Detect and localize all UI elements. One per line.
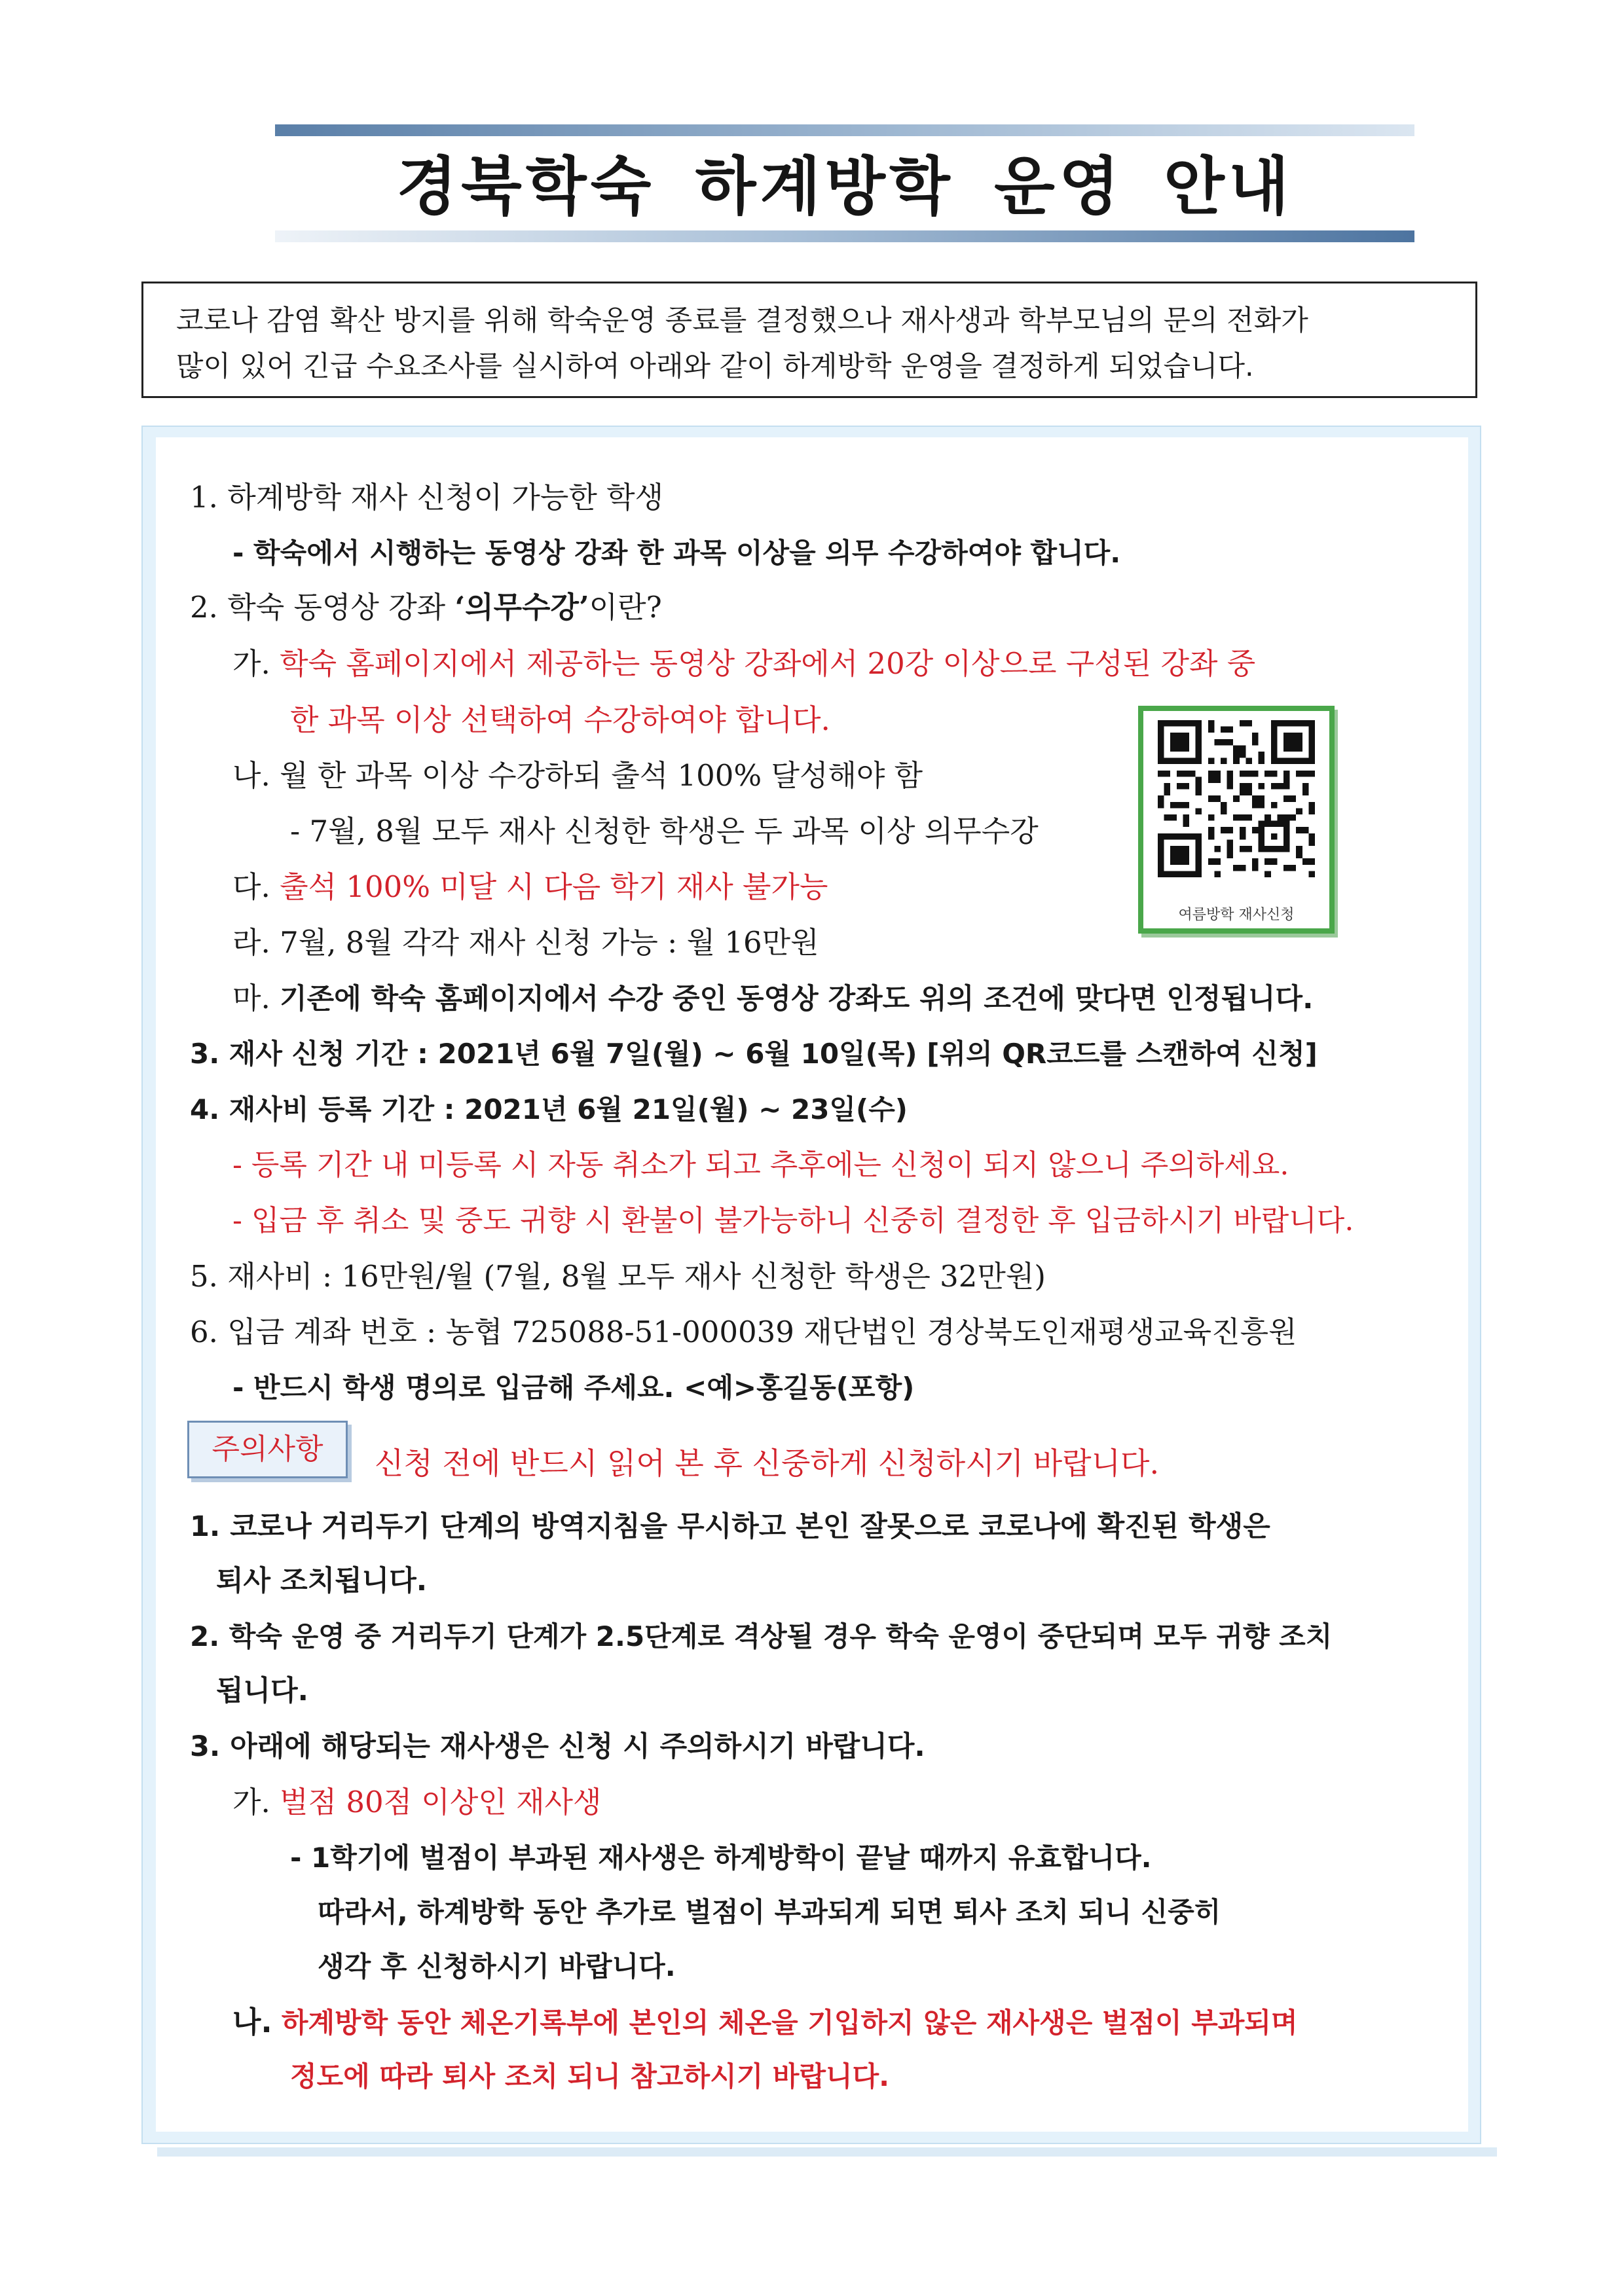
item-2-ma-text: 기존에 학숙 홈페이지에서 수강 중인 동영상 강좌도 위의 조건에 맞다면 인정됩니다. — [280, 983, 1314, 1015]
notice-3-na-marker: 나. — [232, 2005, 272, 2039]
item-4-warning-2: - 입금 후 취소 및 중도 귀향 시 환불이 불가능하니 신중히 결정한 후 입금하시기 바랍니다. — [232, 1204, 1354, 1237]
intro-line: 많이 있어 긴급 수요조사를 실시하여 아래와 같이 하계방학 운영을 결정하게 되었습니다. — [176, 350, 1254, 383]
item-4-warning-1: - 등록 기간 내 미등록 시 자동 취소가 되고 추후에는 신청이 되지 않으니 주의하세요. — [232, 1148, 1289, 1182]
notice-3-ga-text: 벌점 80점 이상인 재사생 — [280, 1785, 602, 1819]
item-2-ga-text: 학숙 홈페이지에서 제공하는 동영상 강좌에서 20강 이상으로 구성된 강좌 중 — [280, 646, 1256, 681]
item-2-na: 나. 월 한 과목 이상 수강하되 출석 100% 달성해야 함 — [232, 758, 923, 793]
intro-line: 코로나 감염 확산 방지를 위해 학숙운영 종료를 결정했으나 재사생과 학부모님의 문의 전화가 — [176, 304, 1308, 337]
item-1-detail: - 학숙에서 시행하는 동영상 강좌 한 과목 이상을 의무 수강하여야 합니다. — [232, 537, 1121, 569]
title-banner — [275, 124, 1414, 242]
notice-3-ga — [232, 1783, 602, 1822]
title-bar-bottom — [275, 230, 1414, 242]
notice-3-ga-detail-2: 따라서, 하계방학 동안 추가로 벌점이 부과되게 되면 퇴사 조치 되니 신중히 — [318, 1896, 1221, 1928]
panel-shadow — [157, 2147, 1497, 2157]
item-2-ga-marker: 가. — [232, 646, 270, 681]
item-6-detail: - 반드시 학생 명의로 입금해 주세요. <예>홍길동(포항) — [232, 1372, 915, 1404]
notice-tag: 주의사항 — [187, 1421, 348, 1478]
item-2-prefix: 2. 학숙 동영상 강좌 — [190, 590, 455, 625]
notice-2: 2. 학숙 운영 중 거리두기 단계가 2.5단계로 격상될 경우 학숙 운영이 중단되며 모두 귀향 조치 — [190, 1620, 1333, 1652]
notice-3-na-text-2: 정도에 따라 퇴사 조치 되니 참고하시기 바랍니다. — [290, 2060, 890, 2092]
qr-caption: 여름방학 재사신청 — [1178, 907, 1295, 923]
item-2-da-text: 출석 100% 미달 시 다음 학기 재사 불가능 — [280, 869, 828, 904]
item-1: 1. 하계방학 재사 신청이 가능한 학생 — [190, 480, 664, 515]
notice-3-ga-detail-3: 생각 후 신청하시기 바랍니다. — [318, 1950, 676, 1982]
item-6: 6. 입금 계좌 번호 : 농협 725088-51-000039 재단법인 경상북도인재평생교육진흥원 — [190, 1315, 1297, 1349]
notice-3-na — [232, 2003, 1298, 2043]
item-2-bold: ‘의무수강’ — [454, 590, 589, 625]
notice-1-cont: 퇴사 조치됩니다. — [216, 1565, 428, 1597]
item-2-ma — [232, 979, 1313, 1019]
page-title: 경북학숙 하계방학 운영 안내 — [396, 150, 1293, 223]
item-2-ma-marker: 마. — [232, 981, 270, 1015]
item-5: 5. 재사비 : 16만원/월 (7월, 8월 모두 재사 신청한 학생은 32만원) — [190, 1259, 1046, 1294]
notice-headline: 신청 전에 반드시 읽어 본 후 신중하게 신청하시기 바랍니다. — [375, 1446, 1160, 1481]
intro-box — [141, 282, 1477, 398]
notice-3-ga-marker: 가. — [232, 1785, 270, 1819]
notice-2-cont: 됩니다. — [216, 1675, 308, 1707]
item-2-na-detail: - 7월, 8월 모두 재사 신청한 학생은 두 과목 이상 의무수강 — [290, 814, 1039, 848]
qr-code-icon — [1158, 720, 1315, 877]
item-2-da — [232, 867, 828, 907]
qr-code-card[interactable] — [1138, 706, 1335, 934]
item-3: 3. 재사 신청 기간 : 2021년 6월 7일(월) ~ 6월 10일(목) [위의 QR코드를 스캔하여 신청] — [190, 1038, 1318, 1070]
item-2-ra: 라. 7월, 8월 각각 재사 신청 가능 : 월 16만원 — [232, 925, 819, 960]
item-2-suffix: 이란? — [589, 590, 662, 625]
item-2-ga-text-2: 한 과목 이상 선택하여 수강하여야 합니다. — [290, 702, 830, 737]
item-2-ga — [232, 644, 1255, 683]
notice-3-ga-detail-1: - 1학기에 벌점이 부과된 재사생은 하계방학이 끝날 때까지 유효합니다. — [290, 1842, 1152, 1874]
item-4: 4. 재사비 등록 기간 : 2021년 6월 21일(월) ~ 23일(수) — [190, 1093, 908, 1125]
notice-3: 3. 아래에 해당되는 재사생은 신청 시 주의하시기 바랍니다. — [190, 1730, 925, 1763]
notice-3-na-text: 하계방학 동안 체온기록부에 본인의 체온을 기입하지 않은 재사생은 벌점이 부과되며 — [281, 2007, 1298, 2039]
title-bar-top — [275, 124, 1414, 136]
notice-1: 1. 코로나 거리두기 단계의 방역지침을 무시하고 본인 잘못으로 코로나에 확진된 학생은 — [190, 1510, 1270, 1543]
item-2 — [190, 588, 662, 627]
item-2-da-marker: 다. — [232, 869, 270, 904]
